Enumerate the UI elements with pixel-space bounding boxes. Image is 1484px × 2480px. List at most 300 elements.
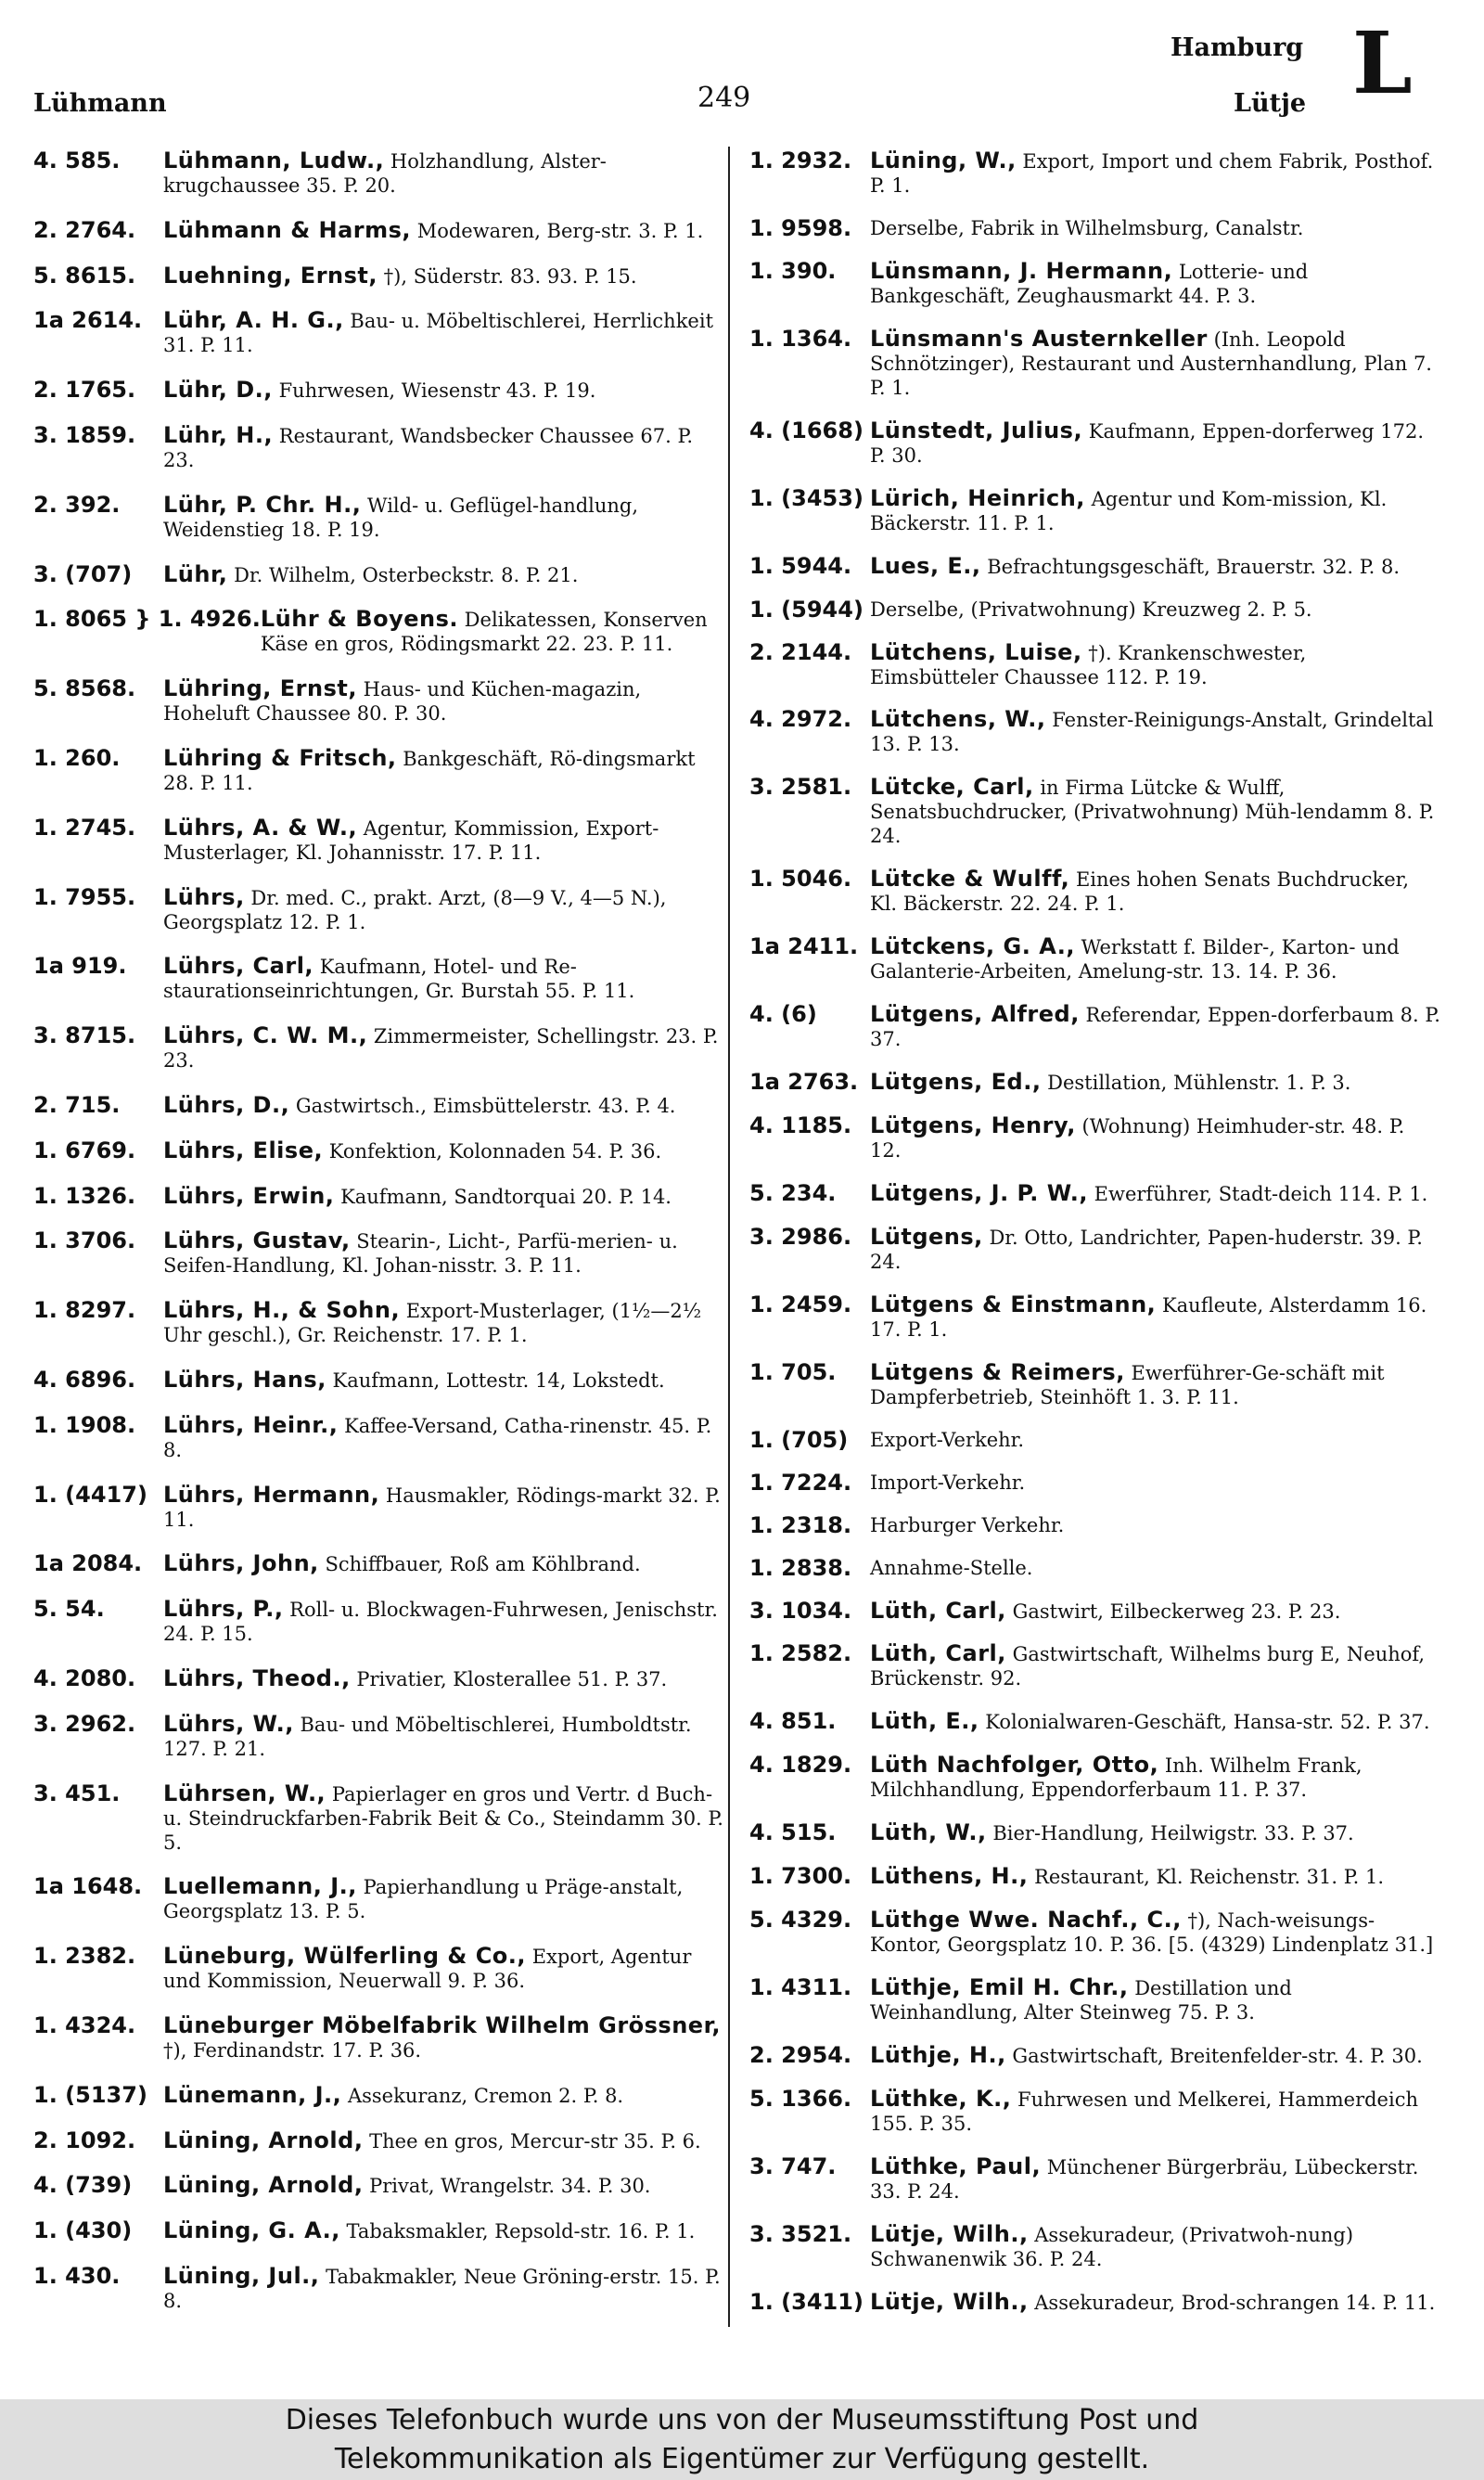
directory-entry (749, 2222, 1440, 2271)
directory-entry (749, 486, 1440, 535)
entry-name: Lues, E., (870, 552, 981, 579)
entry-text (163, 263, 724, 289)
directory-entry (749, 1753, 1440, 1802)
directory-entry (33, 1023, 724, 1073)
directory-entry (749, 598, 1440, 622)
phone-number: 1. 2932. (749, 148, 852, 173)
phone-number: 4. 2080. (33, 1664, 136, 1691)
entry-details: Ewerführer, Stadt-deich 114. P. 1. (1087, 1183, 1428, 1205)
entry-name: Lühr, H., (163, 421, 274, 448)
entry-text (870, 1070, 1440, 1095)
entry-details: Modewaren, Berg-str. 3. P. 1. (411, 219, 704, 242)
entry-details: Gastwirtsch., Eimsbüttelerstr. 43. P. 4. (289, 1094, 676, 1117)
phone-number: 3. 2581. (749, 774, 852, 801)
entry-text (870, 934, 1440, 983)
entry-details: Restaurant, Kl. Reichenstr. 31. P. 1. (1028, 1866, 1385, 1889)
entry-text (163, 1093, 724, 1118)
entry-details: Konfektion, Kolonnaden 54. P. 36. (323, 1139, 662, 1163)
directory-entry (749, 2043, 1440, 2068)
entry-text (163, 1874, 724, 1923)
entry-text (163, 1597, 724, 1646)
entry-details: Ewerführer-Ge-schäft mit Dampferbetrieb, Steinhöft 1. 3. P. 11. (870, 1361, 1385, 1408)
phone-number: 4. (739) (33, 2172, 133, 2199)
entry-name: Lüthje, H., (870, 2042, 1006, 2068)
entry-name: Lütgens, Alfred, (870, 1001, 1080, 1028)
entry-details: Restaurant, Wandsbecker Chaussee 67. P. 23. (163, 424, 693, 471)
phone-number: 1. 2582. (749, 1640, 852, 1667)
entry-details: Kaufmann, Eppen-dorferweg 172. P. 30. (870, 419, 1425, 467)
entry-details: Kolonialwaren-Geschäft, Hansa-str. 52. P. 37. (979, 1711, 1430, 1734)
phone-number: 4. 1829. (749, 1752, 852, 1779)
directory-entry (749, 867, 1440, 916)
entry-text (870, 598, 1440, 622)
entry-name: Lüning, Arnold, (163, 2172, 364, 2199)
entry-name: Lühr, P. Chr. H., (163, 491, 362, 518)
entry-details: Haus- und Küchen-magazin, Hoheluft Chaussee 80. P. 30. (163, 678, 642, 726)
entry-text (163, 1944, 724, 1993)
page-header (0, 0, 1484, 139)
entry-details: Agentur, Kommission, Export-Musterlager, Kl. Johannisstr. 17. P. 11. (163, 816, 659, 864)
phone-number: 4. 851. (749, 1708, 837, 1735)
phone-number: 4. 515. (749, 1819, 837, 1846)
entry-text (163, 676, 724, 726)
entry-name: Lüneburger Möbelfabrik Wilhelm Grössner, (163, 2011, 722, 2038)
entry-details: Fuhrwesen und Melkerei, Hammerdeich 155. P. 35. (870, 2088, 1418, 2135)
entry-name: Lüthens, H., (870, 1863, 1029, 1890)
entry-text (870, 1641, 1440, 1690)
directory-entry (749, 1709, 1440, 1734)
entry-details: Bier-Handlung, Heilwigstr. 33. P. 37. (986, 1822, 1354, 1845)
phone-number: 1a 2411. (749, 933, 859, 960)
directory-entry (33, 1228, 724, 1278)
entry-details: Gastwirtschaft, Wilhelms burg E, Neuhof, Brückenstr. 92. (870, 1643, 1426, 1690)
entry-text (163, 2218, 724, 2243)
directory-entry (749, 775, 1440, 848)
entry-details: Assekuradeur, (Privatwoh-nung) Schwanenwik 36. P. 24. (870, 2223, 1354, 2270)
entry-name: Lührs, C. W. M., (163, 1022, 368, 1049)
directory-entry (749, 1641, 1440, 1690)
entry-name: Lüth, W., (870, 1819, 987, 1846)
phone-number: 1. (5944) (749, 596, 864, 623)
phone-number: 1. 7955. (33, 883, 136, 910)
directory-entry (33, 263, 724, 289)
entry-details: Dr. Wilhelm, Osterbeckstr. 8. P. 21. (227, 563, 579, 586)
entry-text (870, 1556, 1440, 1580)
directory-entry (33, 1184, 724, 1209)
entry-name: Lührs, Theod., (163, 1664, 351, 1691)
phone-number: 1. 8065 } 1. 4926. (33, 606, 261, 633)
directory-entry (33, 1551, 724, 1576)
directory-entry (33, 885, 724, 934)
directory-entry (749, 1471, 1440, 1495)
directory-entry (33, 954, 724, 1003)
phone-number: 4. 2972. (749, 706, 852, 733)
entry-name: Luellemann, J., (163, 1873, 357, 1900)
page-number: 249 (697, 82, 751, 114)
entry-details: Wild- u. Geflügel-handlung, Weidenstieg 18. P. 19. (163, 494, 639, 541)
entry-text (163, 423, 724, 472)
entry-text (870, 1753, 1440, 1802)
phone-number: 3. 8715. (33, 1022, 136, 1049)
directory-entry (749, 259, 1440, 308)
phone-number: 2. 715. (33, 1091, 121, 1118)
entry-details: Import-Verkehr. (870, 1471, 1026, 1494)
directory-entry (33, 676, 724, 726)
entry-text (870, 1181, 1440, 1206)
entry-text (163, 2013, 724, 2062)
phone-number: 3. 3521. (749, 2220, 852, 2247)
entry-name: Lütckens, G. A., (870, 933, 1075, 960)
entry-text (870, 707, 1440, 756)
entry-details: Dr. Otto, Landrichter, Papen-huderstr. 39. P. 24. (870, 1226, 1423, 1273)
phone-number: 1. 5944. (749, 552, 852, 579)
directory-entry (749, 1599, 1440, 1624)
entry-details: Destillation und Weinhandlung, Alter Steinweg 75. P. 3. (870, 1977, 1292, 2024)
directory-entry (749, 2290, 1440, 2315)
entry-details: Export, Agentur und Kommission, Neuerwall 9. P. 36. (163, 1946, 692, 1993)
entry-text (870, 1975, 1440, 2024)
entry-name: Lührs, John, (163, 1550, 319, 1577)
entry-text (870, 1908, 1440, 1957)
entry-details: Kaufleute, Alsterdamm 16. 17. P. 1. (870, 1293, 1427, 1341)
phone-number: 1a 919. (33, 953, 127, 980)
entry-details: Kaffee-Versand, Catha-rinenstr. 45. P. 8. (163, 1414, 712, 1461)
footer-notice (0, 2399, 1484, 2480)
header-right-keyword: Lütje (1234, 89, 1307, 118)
entry-details: Dr. med. C., prakt. Arzt, (8—9 V., 4—5 N.), Georgsplatz 12. P. 1. (163, 886, 667, 933)
directory-entry (749, 1864, 1440, 1889)
entry-name: Lüth Nachfolger, Otto, (870, 1752, 1159, 1779)
phone-number: 1. 4311. (749, 1974, 852, 2001)
phone-number: 1. (3411) (749, 2288, 864, 2315)
directory-entry (33, 2013, 724, 2062)
entry-text (870, 1709, 1440, 1734)
entry-details: Inh. Wilhelm Frank, Milchhandlung, Eppendorferbaum 11. P. 37. (870, 1754, 1362, 1802)
entry-text (870, 640, 1440, 689)
directory-entry (33, 1138, 724, 1163)
entry-text (870, 1471, 1440, 1495)
entry-text (870, 2087, 1440, 2136)
directory-entry (33, 1874, 724, 1923)
entry-name: Lütgens, J. P. W., (870, 1180, 1088, 1206)
entry-name: Lühring & Fritsch, (163, 744, 397, 771)
phone-number: 5. 8568. (33, 675, 136, 702)
phone-number: 1. (705) (749, 1426, 849, 1453)
phone-number: 1. 1364. (749, 325, 852, 352)
phone-number: 2. 2954. (749, 2042, 852, 2068)
entry-name: Lüneburg, Wülferling & Co., (163, 1943, 527, 1970)
entry-details: Thee en gros, Mercur-str 35. P. 6. (363, 2129, 701, 2152)
directory-entry (749, 554, 1440, 579)
entry-details: Werkstatt f. Bilder-, Karton- und Galanterie-Arbeiten, Amelung-str. 13. 14. P. 36. (870, 936, 1400, 983)
entry-details: Zimmermeister, Schellingstr. 23. P. 23. (163, 1025, 719, 1073)
entry-details: Lotterie- und Bankgeschäft, Zeughausmarkt 44. P. 3. (870, 260, 1309, 307)
entry-details: Fenster-Reinigungs-Anstalt, Grindeltal 13. P. 13. (870, 709, 1434, 756)
entry-details: Gastwirtschaft, Breitenfelder-str. 4. P. 30. (1005, 2045, 1423, 2067)
entry-details: Papierlager en gros und Vertr. d Buch- u. Steindruckfarben-Fabrik Beit & Co., Steindamm 30. P. 5. (163, 1782, 723, 1854)
entry-name: Lührsen, W., (163, 1780, 326, 1806)
entry-name: Lühr, (163, 560, 228, 587)
entry-text (870, 2154, 1440, 2204)
entry-text (870, 1513, 1440, 1537)
entry-name: Lührs, D., (163, 1091, 290, 1118)
entry-text (261, 607, 724, 656)
directory-entry (33, 2083, 724, 2108)
entry-name: Lünemann, J., (163, 2081, 342, 2108)
entry-name: Lührs, P., (163, 1596, 284, 1623)
entry-name: Lütgens, Ed., (870, 1069, 1042, 1096)
entry-details: Roll- u. Blockwagen-Fuhrwesen, Jenischstr. 24. P. 15. (163, 1599, 718, 1646)
phone-number: 1. 2459. (749, 1291, 852, 1317)
entry-text (163, 746, 724, 795)
entry-name: Lüning, G. A., (163, 2217, 340, 2244)
entry-name: Lührs, Heinr., (163, 1411, 339, 1438)
entry-name: Lütcke & Wulff, (870, 866, 1070, 893)
directory-entry (33, 308, 724, 357)
phone-number: 1. 2838. (749, 1554, 852, 1581)
phone-number: 1. 7300. (749, 1863, 852, 1890)
entry-text (163, 1712, 724, 1761)
directory-entry (749, 640, 1440, 689)
left-column (33, 148, 724, 2333)
entry-text (870, 259, 1440, 308)
entry-text (163, 1228, 724, 1278)
entry-details: Hausmakler, Rödings-markt 32. P. 11. (163, 1484, 721, 1531)
entry-text (163, 1023, 724, 1073)
entry-text (163, 562, 724, 587)
phone-number: 1. 260. (33, 744, 121, 771)
phone-number: 1. 8297. (33, 1297, 136, 1324)
entry-name: Lührs, Gustav, (163, 1227, 351, 1254)
phone-number: 1. (5137) (33, 2081, 147, 2108)
entry-details: †). Krankenschwester, Eimsbütteler Chaussee 112. P. 19. (870, 641, 1307, 688)
phone-number: 3. 2962. (33, 1710, 136, 1737)
footer-line-2: Telekommunikation als Eigentümer zur Verfügung gestellt. (334, 2443, 1150, 2475)
footer-line-1: Dieses Telefonbuch wurde uns von der Museumsstiftung Post und (285, 2404, 1199, 2436)
entry-text (870, 2222, 1440, 2271)
directory-entry (749, 148, 1440, 198)
entry-name: Lühmann, Ludw., (163, 148, 385, 173)
phone-number: 3. 451. (33, 1780, 121, 1806)
entry-text (163, 2173, 724, 2198)
phone-number: 2. 1765. (33, 377, 136, 404)
entry-details: Bankgeschäft, Rö-dingsmarkt 28. P. 11. (163, 747, 696, 794)
phone-number: 1. 5046. (749, 866, 852, 893)
entry-name: Lühr, D., (163, 377, 273, 404)
entry-text (870, 775, 1440, 848)
entry-text (163, 2083, 724, 2108)
directory-entry (33, 1093, 724, 1118)
entry-details: Referendar, Eppen-dorferbaum 8. P. 37. (870, 1004, 1440, 1051)
directory-entry (749, 1181, 1440, 1206)
phone-number: 3. 2986. (749, 1223, 852, 1250)
entry-text (163, 218, 724, 243)
phone-number: 1. 7224. (749, 1469, 852, 1496)
entry-details: Privat, Wrangelstr. 34. P. 30. (363, 2175, 651, 2198)
entry-name: Lührs, Elise, (163, 1137, 324, 1163)
directory-entry (33, 493, 724, 542)
entry-text (870, 1360, 1440, 1409)
entry-details: Tabaksmakler, Repsold-str. 16. P. 1. (339, 2220, 696, 2243)
entry-details: Harburger Verkehr. (870, 1513, 1065, 1536)
entry-details: Kaufmann, Sandtorquai 20. P. 14. (334, 1185, 672, 1208)
directory-entry (33, 2173, 724, 2198)
entry-name: Lütje, Wilh., (870, 2220, 1029, 2247)
directory-entry (33, 562, 724, 587)
directory-entry (749, 2087, 1440, 2136)
entry-details: Assekuranz, Cremon 2. P. 8. (341, 2084, 624, 2107)
entry-text (870, 1225, 1440, 1274)
phone-number: 1. (4417) (33, 1481, 147, 1508)
directory-entry (749, 1002, 1440, 1051)
entry-text (163, 1413, 724, 1462)
entry-name: Lütchens, Luise, (870, 638, 1082, 665)
entry-details: Delikatessen, Konserven Käse en gros, Rödingsmarkt 22. 23. P. 11. (260, 609, 708, 656)
directory-entry (33, 816, 724, 865)
directory-entry (33, 1666, 724, 1691)
phone-number: 4. 1185. (749, 1112, 852, 1139)
entry-name: Lührs, Erwin, (163, 1182, 335, 1209)
entry-details: Holzhandlung, Alster-krugchaussee 35. P. 20. (163, 150, 607, 197)
entry-name: Lührs, Hermann, (163, 1481, 380, 1508)
entry-details: †), Nach-weisungs-Kontor, Georgsplatz 10. P. 36. [5. (4329) Lindenplatz 31.] (870, 1909, 1434, 1957)
entry-text (870, 1292, 1440, 1342)
directory-entry (33, 2264, 724, 2313)
phone-number: 1. (3453) (749, 484, 864, 511)
directory-entry (33, 148, 724, 198)
entry-name: Lührs, (163, 883, 245, 910)
entry-details: Fuhrwesen, Wiesenstr 43. P. 19. (272, 379, 596, 403)
entry-text (163, 1666, 724, 1691)
entry-text (163, 885, 724, 934)
phone-number: 1. 705. (749, 1358, 837, 1385)
entry-details: Derselbe, Fabrik in Wilhelmsburg, Canalstr. (870, 216, 1304, 239)
directory-entry (749, 216, 1440, 240)
entry-details: Export-Musterlager, (1½—2½ Uhr geschl.), Gr. Reichenstr. 17. P. 1. (163, 1300, 702, 1347)
entry-details: †), Süderstr. 83. 93. P. 15. (377, 264, 637, 288)
directory-entry (749, 1070, 1440, 1095)
phone-number: 1a 2763. (749, 1069, 859, 1096)
directory-entry (33, 1368, 724, 1393)
phone-number: 4. (6) (749, 1001, 817, 1028)
phone-number: 1. 2745. (33, 814, 136, 841)
phone-number: 1. 1326. (33, 1182, 136, 1209)
entry-text (870, 148, 1440, 198)
entry-details: Papierhandlung u Präge-anstalt, Georgsplatz 13. P. 5. (163, 1876, 684, 1923)
entry-details: Export-Verkehr. (870, 1428, 1025, 1451)
entry-details: (Wohnung) Heimhuder-str. 48. P. 12. (870, 1115, 1405, 1163)
directory-entry (33, 607, 724, 656)
entry-name: Lüning, Jul., (163, 2262, 320, 2289)
directory-entry (749, 1820, 1440, 1845)
entry-name: Lüthke, Paul, (870, 2152, 1042, 2179)
entry-name: Lüning, Arnold, (163, 2127, 364, 2153)
entry-text (870, 1820, 1440, 1845)
entry-details: Gastwirt, Eilbeckerweg 23. P. 23. (1005, 1600, 1341, 1623)
entry-details: Bau- u. Möbeltischlerei, Herrlichkeit 31. P. 11. (163, 310, 714, 357)
entry-details: Agentur und Kom-mission, Kl. Bäckerstr. 11. P. 1. (870, 487, 1388, 534)
phone-number: 5. 1366. (749, 2085, 852, 2112)
phone-number: 3. (707) (33, 560, 133, 587)
phone-number: 5. 54. (33, 1596, 105, 1623)
entry-text (870, 1113, 1440, 1163)
entry-name: Lühmann & Harms, (163, 216, 412, 243)
entry-details: Schiffbauer, Roß am Köhlbrand. (318, 1553, 641, 1576)
entry-details: Münchener Bürgerbräu, Lübeckerstr. 33. P. 24. (870, 2155, 1419, 2203)
entry-name: Lühring, Ernst, (163, 675, 357, 702)
entry-text (163, 1184, 724, 1209)
directory-entry (33, 1944, 724, 1993)
entry-name: Lütchens, W., (870, 706, 1046, 733)
directory-entry (33, 746, 724, 795)
entry-text (163, 378, 724, 403)
phone-number: 4. 6896. (33, 1366, 136, 1393)
entry-text (870, 867, 1440, 916)
entry-details: (Inh. Leopold Schnötzinger), Restaurant und Austernhandlung, Plan 7. P. 1. (870, 328, 1432, 399)
entry-text (163, 1298, 724, 1347)
phone-number: 1. 2382. (33, 1943, 136, 1970)
entry-text (163, 1368, 724, 1393)
entry-name: Lütcke, Carl, (870, 774, 1034, 801)
entry-name: Lüthke, K., (870, 2085, 1012, 2112)
entry-text (163, 954, 724, 1003)
phone-number: 1. 6769. (33, 1137, 136, 1163)
entry-details: Eines hohen Senats Buchdrucker, Kl. Bäckerstr. 22. 24. P. 1. (870, 868, 1410, 916)
entry-text (163, 308, 724, 357)
entry-name: Lünsmann's Austernkeller (870, 325, 1208, 352)
directory-entry (749, 1225, 1440, 1274)
phone-number: 2. 1092. (33, 2127, 136, 2153)
directory-entry (33, 1298, 724, 1347)
entry-text (870, 1864, 1440, 1889)
right-column (749, 148, 1440, 2333)
directory-entry (33, 423, 724, 472)
entry-text (163, 1781, 724, 1855)
phone-number: 1. 390. (749, 257, 837, 284)
phone-number: 1a 1648. (33, 1873, 143, 1900)
entry-details: Derselbe, (Privatwohnung) Kreuzweg 2. P. 5. (870, 598, 1312, 621)
phone-number: 5. 8615. (33, 262, 136, 289)
entry-name: Lührs, W., (163, 1710, 294, 1737)
phone-number: 3. 1859. (33, 421, 136, 448)
entry-name: Lütgens & Einstmann, (870, 1291, 1157, 1317)
entry-name: Lüthje, Emil H. Chr., (870, 1974, 1129, 2001)
entry-details: Befrachtungsgeschäft, Brauerstr. 32. P. 8. (980, 555, 1401, 578)
entry-details: Annahme-Stelle. (870, 1556, 1033, 1579)
phone-number: 1. 1908. (33, 1411, 136, 1438)
phone-number: 1a 2084. (33, 1550, 143, 1577)
entry-details: Privatier, Klosterallee 51. P. 37. (350, 1667, 668, 1690)
phone-number: 1. 4324. (33, 2011, 136, 2038)
header-left-keyword: Lühmann (33, 89, 167, 118)
directory-entry (749, 934, 1440, 983)
entry-text (163, 1483, 724, 1532)
directory-entry (749, 707, 1440, 756)
entry-name: Lütgens, (870, 1223, 983, 1250)
entry-text (163, 2264, 724, 2313)
entry-name: Lünstedt, Julius, (870, 417, 1083, 443)
directory-entry (749, 1513, 1440, 1537)
entry-name: Lüth, Carl, (870, 1640, 1006, 1667)
directory-entry (33, 218, 724, 243)
entry-text (870, 554, 1440, 579)
entry-name: Lührs, Carl, (163, 953, 314, 980)
entry-details: Stearin-, Licht-, Parfü-merien- u. Seifen-Handlung, Kl. Johan-nisstr. 3. P. 11. (163, 1230, 678, 1278)
directory-entry (33, 1483, 724, 1532)
entry-name: Lütgens & Reimers, (870, 1358, 1125, 1385)
directory-entry (33, 2218, 724, 2243)
phone-number: 1. 430. (33, 2262, 121, 2289)
